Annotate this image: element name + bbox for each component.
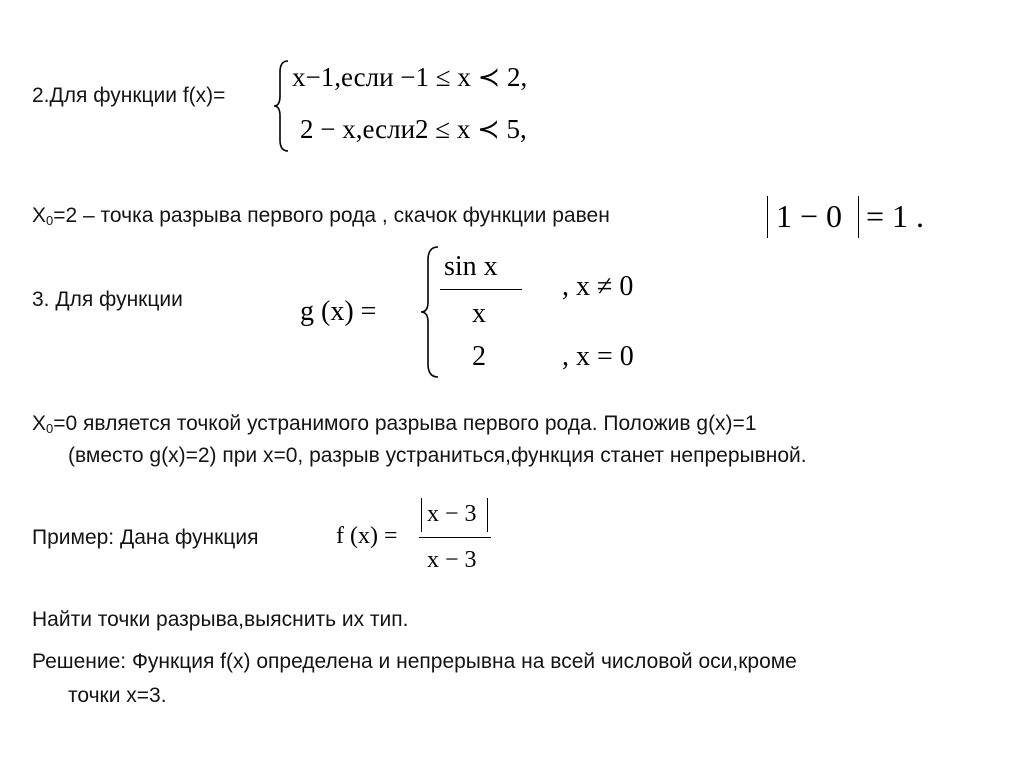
f-lhs: f (x) = <box>336 523 398 549</box>
jump-expression: 1 − 0 <box>776 198 843 234</box>
x0-subscript-2: 0 <box>46 421 54 436</box>
x0-symbol-2: X <box>32 412 47 435</box>
p3-fraction-bar <box>440 289 522 290</box>
x0-subscript: 0 <box>46 213 54 228</box>
x0-symbol: X <box>32 204 47 227</box>
removable-line1 <box>32 408 757 440</box>
example-denominator: x − 3 <box>427 547 477 573</box>
g-lhs: g (x) = <box>300 296 377 327</box>
removable-text1: =0 является точкой устранимого разрыва первого рода. Положив g(x)=1 <box>53 412 757 435</box>
x0-jump-line <box>32 200 610 232</box>
x0-jump-text: =2 – точка разрыва первого рода , скачок функции равен <box>53 204 610 227</box>
p3-numerator: sin x <box>444 251 498 282</box>
solution-line2: точки х=3. <box>68 684 167 707</box>
abs-bar-left <box>767 196 768 238</box>
example-fraction-bar <box>419 537 491 538</box>
removable-line2: (вместо g(x)=2) при х=0, разрыв устраниться,функция станет непрерывной. <box>68 444 807 467</box>
abs-bar-right <box>858 196 859 238</box>
solution-line1: Решение: Функция f(x) определена и непрерывна на всей числовой оси,кроме <box>32 650 797 673</box>
p3-denominator: x <box>472 298 486 329</box>
p2-case1: x−1,если −1 ≤ x ≺ 2, <box>292 62 528 92</box>
p2-case2: 2 − x,если2 ≤ x ≺ 5, <box>300 114 527 144</box>
jump-result: = 1 . <box>866 198 925 234</box>
p3-value2: 2 <box>472 341 486 372</box>
example-abs-right <box>487 498 488 532</box>
example-abs-left <box>421 498 422 532</box>
p3-condition2: , x = 0 <box>562 341 634 372</box>
task-text: Найти точки разрыва,выяснить их тип. <box>32 608 409 631</box>
p2-brace <box>272 58 294 154</box>
p3-brace <box>418 244 444 380</box>
p3-label: 3. Для функции <box>32 288 183 311</box>
p2-label: 2.Для функции f(x)= <box>32 84 226 107</box>
p3-condition1: , x ≠ 0 <box>562 271 634 302</box>
example-numerator: x − 3 <box>427 501 477 527</box>
example-label: Пример: Дана функция <box>32 526 259 549</box>
